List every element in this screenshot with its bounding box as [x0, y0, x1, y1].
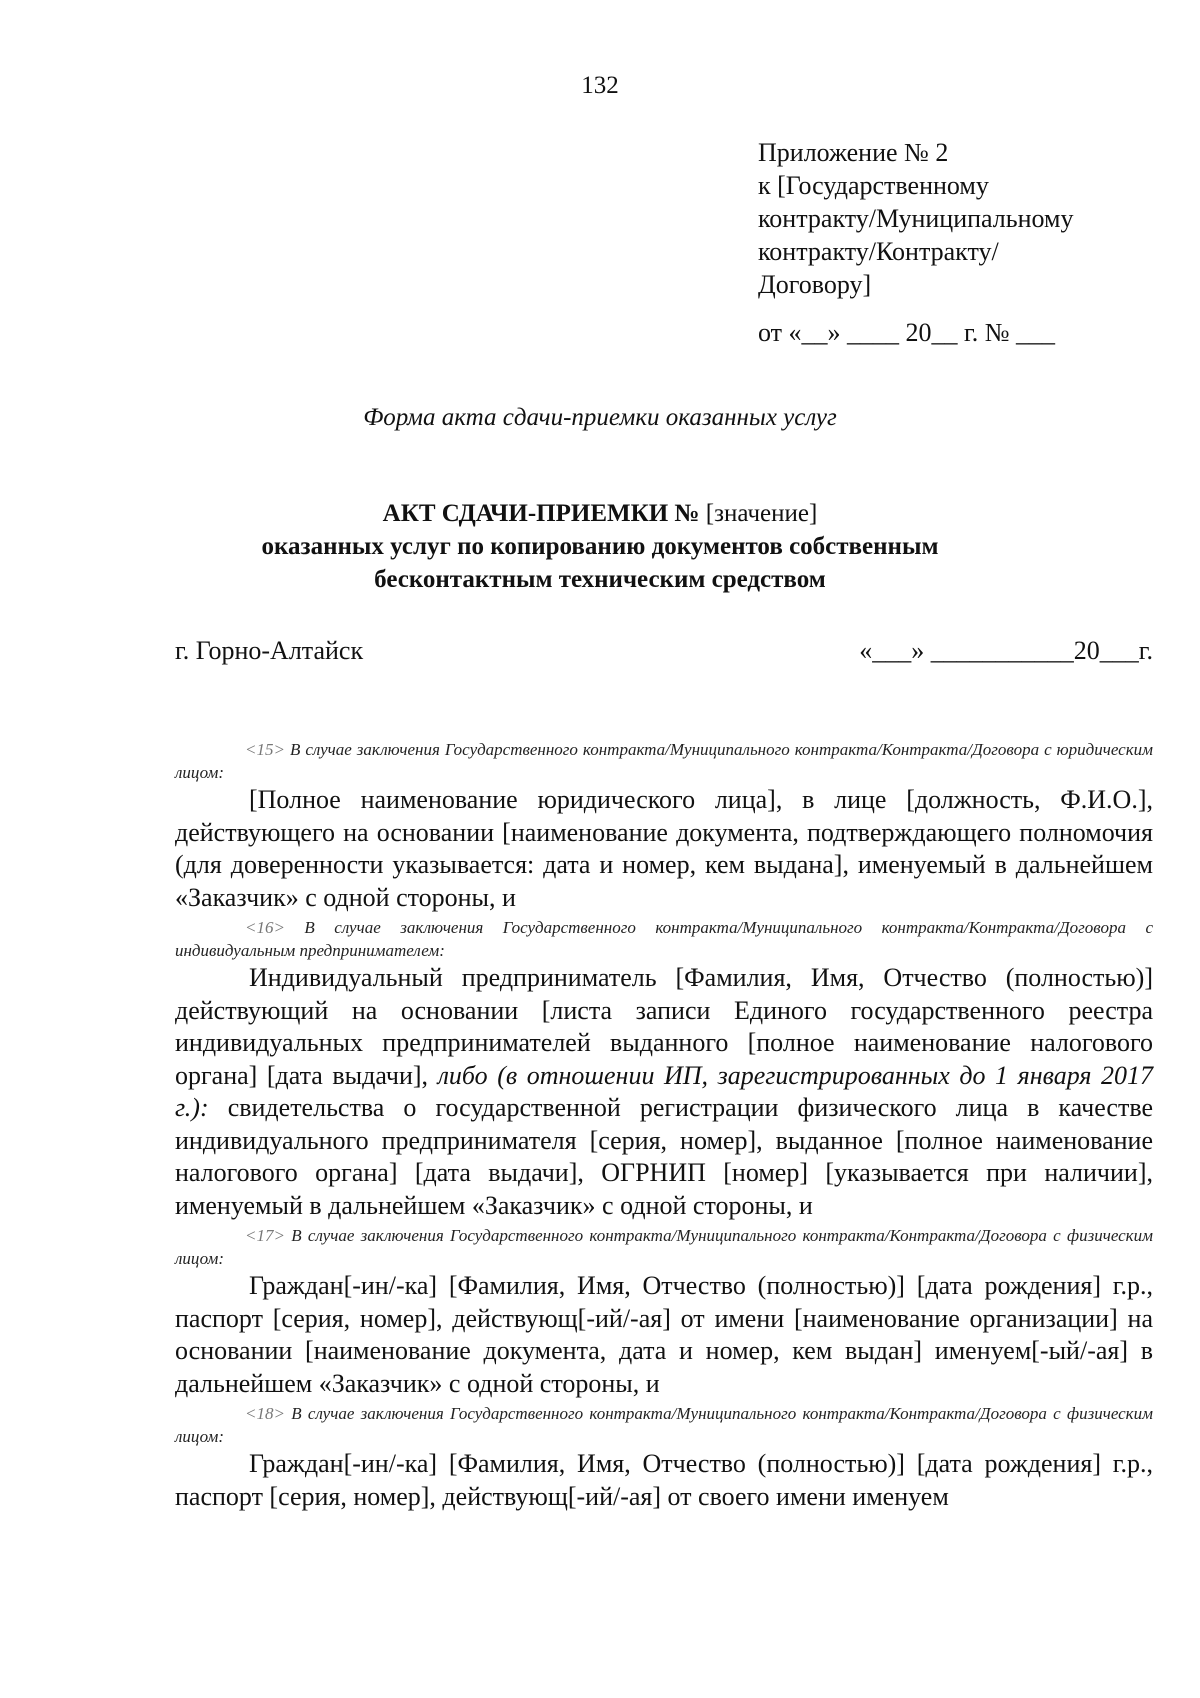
section-paragraph [175, 784, 1153, 914]
act-date-field: «___» ___________20___г. [859, 636, 1153, 665]
appendix-line: контракту/Контракту/ [758, 237, 999, 266]
footnote-ref: <16> [245, 918, 285, 937]
footnote-ref: <17> [245, 1226, 285, 1245]
act-title-line-1 [0, 497, 1200, 530]
section-note-text: В случае заключения Государственного контракта/Муниципального контракта/Контракта/Договора с юридическим лицом: [175, 740, 1153, 782]
appendix-line: контракту/Муниципальному [758, 204, 1074, 233]
act-title-line-3: бесконтактным техническим средством [374, 566, 826, 593]
paragraph-text: либо (в отношении ИП, зарегистрированных до 1 января 2017 г.): [175, 1060, 1153, 1122]
appendix-date-line: от «__» ____ 20__ г. № ___ [758, 318, 1056, 347]
section-note [175, 916, 1153, 962]
section-paragraph [175, 1448, 1153, 1513]
appendix-header [758, 136, 1158, 349]
paragraph-text: Граждан[-ин/-ка] [Фамилия, Имя, Отчество (полностью)] [дата рождения] г.р., паспорт [серия, номер], действующ[-ий/-ая] от имени [наименование организации] на основании [наименование документа, дата и номер, кем выдан] именуем[-ый/-ая] в дальнейшем «Заказчик» с одной стороны, и [175, 1271, 1153, 1398]
section-note-text: В случае заключения Государственного контракта/Муниципального контракта/Контракта/Договора с индивидуальным предпринимателем: [175, 918, 1153, 960]
section-note [175, 738, 1153, 784]
section-note [175, 1224, 1153, 1270]
paragraph-text: свидетельства о государственной регистрации физического лица в качестве индивидуального предпринимателя [серия, номер], выданное [полное наименование налогового органа] [дата выдачи], ОГРНИП [номер] [указывается при наличии], именуемый в дальнейшем «Заказчик» с одной стороны, и [175, 1093, 1153, 1220]
section-paragraph [175, 1270, 1153, 1400]
section-note-text: В случае заключения Государственного контракта/Муниципального контракта/Контракта/Договора с физическим лицом: [175, 1226, 1153, 1268]
footnote-ref: <18> [245, 1404, 285, 1423]
page-number: 132 [581, 72, 619, 99]
paragraph-text: Индивидуальный предприниматель [Фамилия, Имя, Отчество (полностью)] действующий на основании [листа записи Единого государственного реестра индивидуальных предпринимателей выданного [полное наименование налогового органа] [дата выдачи], [175, 963, 1153, 1090]
paragraph-text: Граждан[-ин/-ка] [Фамилия, Имя, Отчество (полностью)] [дата рождения] г.р., паспорт [серия, номер], действующ[-ий/-ая] от своего имени именуем [175, 1449, 1153, 1511]
act-title-bold: АКТ СДАЧИ-ПРИЕМКИ № [382, 500, 706, 527]
act-title-line-2: оказанных услуг по копированию документов собственным [261, 533, 939, 560]
appendix-line: Договору] [758, 270, 872, 299]
section-note-text: В случае заключения Государственного контракта/Муниципального контракта/Контракта/Договора с физическим лицом: [175, 1404, 1153, 1446]
paragraph-text: [Полное наименование юридического лица], в лице [должность, Ф.И.О.], действующего на основании [наименование документа, подтверждающего полномочия (для доверенности указывается: дата и номер, кем выдана], именуемый в дальнейшем «Заказчик» с одной стороны, и [175, 785, 1153, 912]
city-name: г. Горно-Алтайск [175, 636, 364, 665]
section-note [175, 1402, 1153, 1448]
appendix-line: Приложение № 2 [758, 138, 949, 167]
footnote-ref: <15> [245, 740, 285, 759]
act-body [175, 738, 1153, 1515]
act-title [0, 497, 1200, 596]
city-date-row [175, 636, 1153, 666]
section-paragraph [175, 962, 1153, 1222]
form-title: Форма акта сдачи-приемки оказанных услуг [363, 404, 837, 431]
act-number-value: [значение] [705, 500, 818, 527]
appendix-line: к [Государственному [758, 171, 989, 200]
